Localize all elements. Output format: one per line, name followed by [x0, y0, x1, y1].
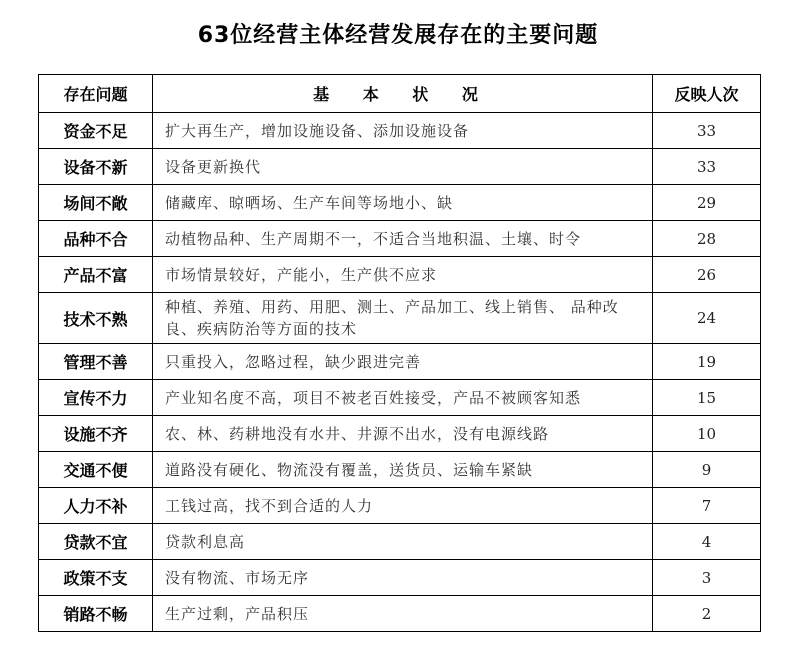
table-header-row	[39, 75, 761, 113]
page-title: 63位经营主体经营发展存在的主要问题	[197, 23, 599, 48]
count-cell: 9	[653, 452, 761, 488]
header-situation: 基 本 状 况	[153, 75, 653, 113]
problem-cell: 资金不足	[39, 113, 153, 149]
problem-cell: 宣传不力	[39, 380, 153, 416]
table-row	[39, 560, 761, 596]
count-cell: 33	[653, 149, 761, 185]
table-row	[39, 452, 761, 488]
table-body	[39, 113, 761, 632]
table-row	[39, 257, 761, 293]
description-cell: 道路没有硬化、物流没有覆盖，送货员、运输车紧缺	[153, 452, 653, 488]
description-cell: 生产过剩，产品积压	[153, 596, 653, 632]
description-cell: 储藏库、晾晒场、生产车间等场地小、缺	[153, 185, 653, 221]
description-cell: 贷款利息高	[153, 524, 653, 560]
description-cell: 只重投入，忽略过程，缺少跟进完善	[153, 344, 653, 380]
problem-cell: 场间不敞	[39, 185, 153, 221]
description-cell: 种植、养殖、用药、用肥、测土、产品加工、线上销售、 品种改良、疾病防治等方面的技术	[153, 293, 653, 344]
count-cell: 26	[653, 257, 761, 293]
count-cell: 7	[653, 488, 761, 524]
description-cell: 工钱过高，找不到合适的人力	[153, 488, 653, 524]
count-cell: 19	[653, 344, 761, 380]
header-count: 反映人次	[653, 75, 761, 113]
problem-cell: 人力不补	[39, 488, 153, 524]
problem-cell: 设施不齐	[39, 416, 153, 452]
problem-cell: 品种不合	[39, 221, 153, 257]
count-cell: 33	[653, 113, 761, 149]
table-row	[39, 293, 761, 344]
count-cell: 3	[653, 560, 761, 596]
description-cell: 没有物流、市场无序	[153, 560, 653, 596]
problem-cell: 贷款不宜	[39, 524, 153, 560]
count-cell: 24	[653, 293, 761, 344]
description-cell: 动植物品种、生产周期不一，不适合当地积温、土壤、时令	[153, 221, 653, 257]
description-cell: 产业知名度不高，项目不被老百姓接受，产品不被顾客知悉	[153, 380, 653, 416]
count-cell: 10	[653, 416, 761, 452]
problem-cell: 政策不支	[39, 560, 153, 596]
table-row	[39, 524, 761, 560]
table-row	[39, 416, 761, 452]
count-cell: 4	[653, 524, 761, 560]
problem-cell: 产品不富	[39, 257, 153, 293]
table-row	[39, 596, 761, 632]
problem-cell: 交通不便	[39, 452, 153, 488]
description-cell: 设备更新换代	[153, 149, 653, 185]
problem-cell: 管理不善	[39, 344, 153, 380]
table-row	[39, 488, 761, 524]
problem-cell: 技术不熟	[39, 293, 153, 344]
problem-cell: 设备不新	[39, 149, 153, 185]
table-row	[39, 344, 761, 380]
table-row	[39, 221, 761, 257]
header-problem: 存在问题	[39, 75, 153, 113]
table-row	[39, 185, 761, 221]
description-cell: 市场情景较好，产能小，生产供不应求	[153, 257, 653, 293]
description-cell: 农、林、药耕地没有水井、井源不出水，没有电源线路	[153, 416, 653, 452]
table-row	[39, 149, 761, 185]
description-cell: 扩大再生产，增加设施设备、添加设施设备	[153, 113, 653, 149]
count-cell: 28	[653, 221, 761, 257]
table-row	[39, 113, 761, 149]
problem-cell: 销路不畅	[39, 596, 153, 632]
table-row	[39, 380, 761, 416]
count-cell: 15	[653, 380, 761, 416]
count-cell: 29	[653, 185, 761, 221]
count-cell: 2	[653, 596, 761, 632]
problems-table	[38, 74, 761, 632]
